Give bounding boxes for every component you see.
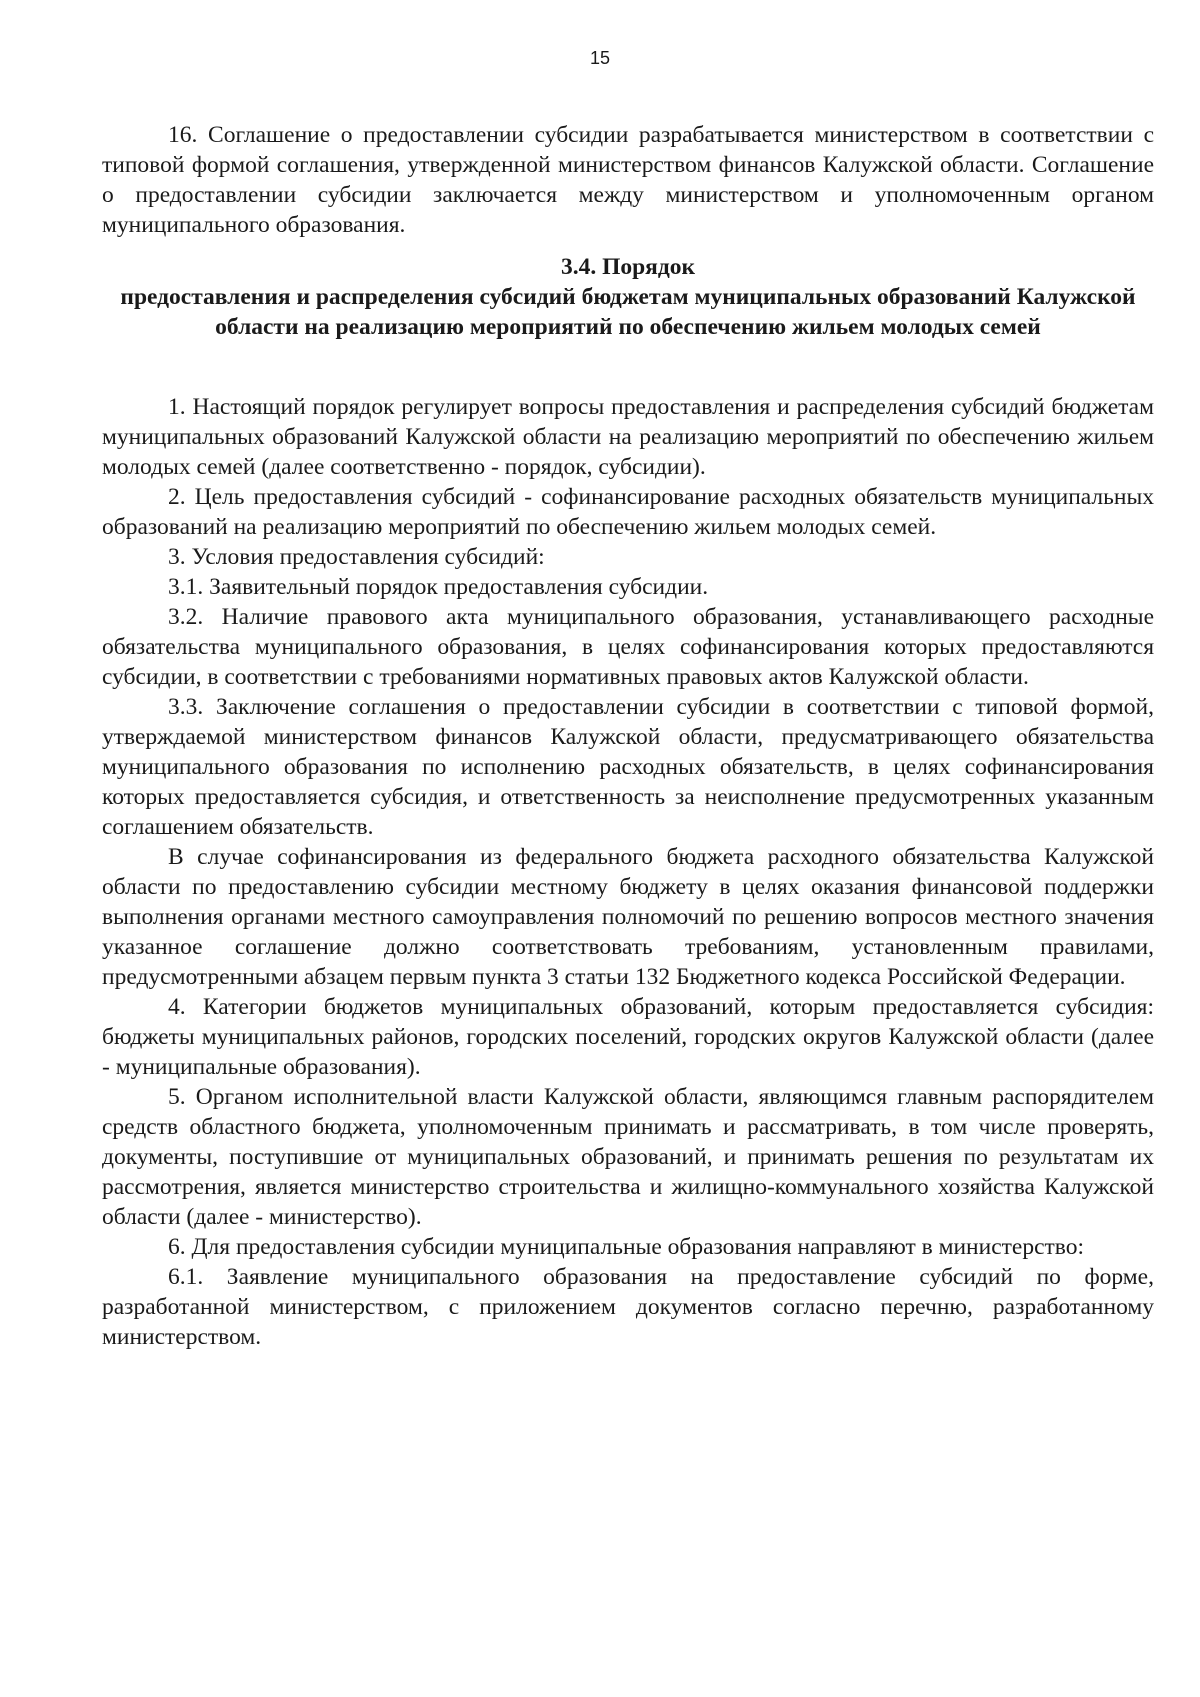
- intro-block: [102, 120, 1154, 240]
- section-body: [102, 392, 1154, 1352]
- page-number: 15: [589, 48, 611, 68]
- section-number-title: 3.4. Порядок: [560, 254, 696, 280]
- paragraph: 3.3. Заключение соглашения о предоставлении субсидии в соответствии с типовой формой, утверждаемой министерством финансов Калужской области, предусматривающего обязательства муниципального образования по исполнению расходных обязательств, в целях софинансирования которых предоставляется субсидия, и ответственность за неисполнение предусмотренных указанным соглашением обязательств.: [102, 694, 1154, 840]
- paragraph: 1. Настоящий порядок регулирует вопросы предоставления и распределения субсидий бюджетам муниципальных образований Калужской области на реализацию мероприятий по обеспечению жильем молодых семей (далее соответственно - порядок, субсидии).: [102, 394, 1154, 480]
- section-subtitle: предоставления и распределения субсидий бюджетам муниципальных образований Калужской области на реализацию мероприятий по обеспечению жильем молодых семей: [120, 284, 1136, 340]
- paragraph: 6. Для предоставления субсидии муниципальные образования направляют в министерство:: [168, 1234, 1085, 1260]
- paragraph: 5. Органом исполнительной власти Калужской области, являющимся главным распорядителем средств областного бюджета, уполномоченным принимать и рассматривать, в том числе проверять, документы, поступившие от муниципальных образований, и принимать решения по результатам их рассмотрения, является министерство строительства и жилищно-коммунального хозяйства Калужской области (далее - министерство).: [102, 1084, 1154, 1230]
- section-heading: [102, 252, 1154, 342]
- paragraph: 3. Условия предоставления субсидий:: [168, 544, 545, 570]
- paragraph: 6.1. Заявление муниципального образования на предоставление субсидий по форме, разработанной министерством, с приложением документов согласно перечню, разработанному министерством.: [102, 1264, 1154, 1350]
- paragraph: 3.2. Наличие правового акта муниципального образования, устанавливающего расходные обязательства муниципального образования, в целях софинансирования которых предоставляются субсидии, в соответствии с требованиями нормативных правовых актов Калужской области.: [102, 604, 1154, 690]
- paragraph-16: 16. Соглашение о предоставлении субсидии разрабатывается министерством в соответствии с типовой формой соглашения, утвержденной министерством финансов Калужской области. Соглашение о предоставлении субсидии заключается между министерством и уполномоченным органом муниципального образования.: [102, 122, 1154, 238]
- paragraph: 2. Цель предоставления субсидий - софинансирование расходных обязательств муниципальных образований на реализацию мероприятий по обеспечению жильем молодых семей.: [102, 484, 1154, 540]
- paragraph: 4. Категории бюджетов муниципальных образований, которым предоставляется субсидия: бюджеты муниципальных районов, городских поселений, городских округов Калужской области (далее - муниципальные образования).: [102, 994, 1154, 1080]
- paragraph: В случае софинансирования из федерального бюджета расходного обязательства Калужской области по предоставлению субсидии местному бюджету в целях оказания финансовой поддержки выполнения органами местного самоуправления полномочий по решению вопросов местного значения указанное соглашение должно соответствовать требованиям, установленным правилами, предусмотренными абзацем первым пункта 3 статьи 132 Бюджетного кодекса Российской Федерации.: [102, 844, 1154, 990]
- paragraph: 3.1. Заявительный порядок предоставления субсидии.: [168, 574, 709, 600]
